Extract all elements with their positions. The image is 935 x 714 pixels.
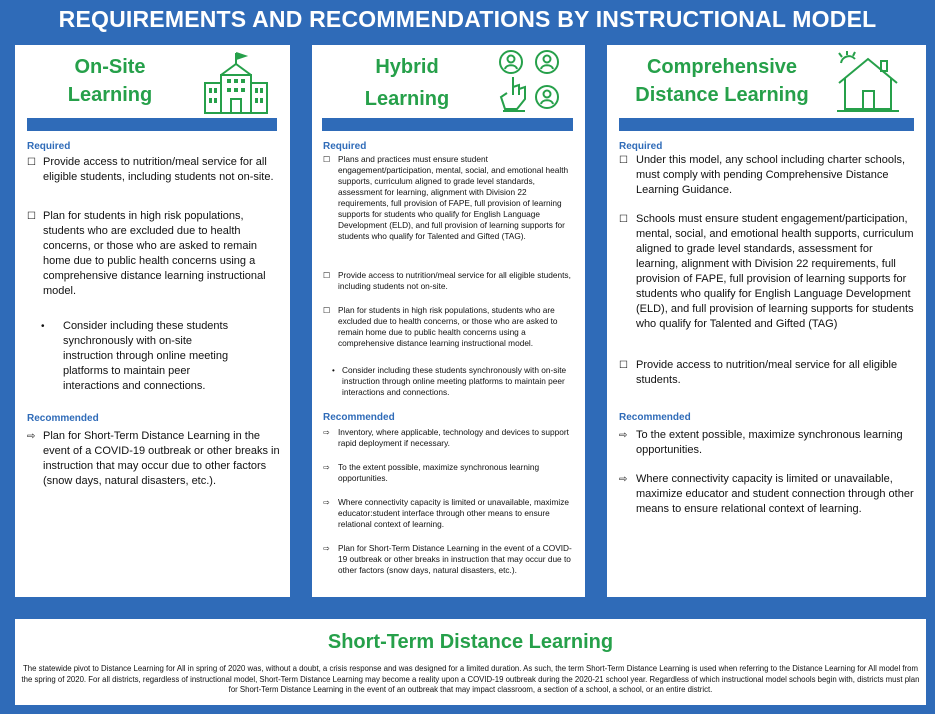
column-title-line1: On-Site (74, 56, 146, 78)
checkbox-icon: ☐ (619, 155, 628, 166)
recommended-item: ⇨ Inventory, where applicable, technology and devices to support rapid deployment if necessary. (323, 427, 569, 448)
checkbox-icon: ☐ (619, 214, 628, 225)
bullet-icon: • (332, 366, 335, 375)
checkbox-icon: ☐ (619, 360, 628, 371)
house-sun-icon (835, 51, 901, 113)
hybrid-hand-users-icon (497, 49, 563, 113)
required-label: Required (323, 141, 367, 152)
checkbox-icon: ☐ (323, 306, 331, 315)
column-header (15, 45, 290, 115)
arrow-right-icon: ⇨ (619, 474, 628, 485)
school-building-icon (201, 51, 271, 115)
recommended-item: ⇨ Where connectivity capacity is limited or unavailable, maximize educator:student interface through other means to ensure relational context of learning. (323, 497, 570, 529)
bullet-icon: • (41, 321, 45, 332)
required-item: ☐ Plans and practices must ensure student engagement/participation, mental, social, and emotional health supports, curriculum aligned to grade level standards, assessment for learning, alignment with Division 22 requirements, full provision of FAPE, full provision of learning supports for students who qualify for English Language Development (ELD), and full provision of learning supports for students who qualify for Talented and Gifted (TAG). (323, 154, 569, 241)
required-item: ☐ Provide access to nutrition/meal service for all eligible students, including students not on-site. (27, 156, 274, 183)
recommended-label: Recommended (619, 412, 691, 423)
column-title (617, 53, 827, 109)
column-comprehensive-distance (607, 45, 926, 597)
required-label: Required (619, 141, 663, 152)
required-item: ☐ Plan for students in high risk populations, students who are excluded due to health concerns, or those who are asked to remain home due to public health concerns using a comprehensive distance learning instructional model. (27, 210, 266, 297)
required-sub-item: • Consider including these students synchronously with on-site instruction through online meeting platforms to maintain peer interactions and connections. (332, 365, 567, 397)
recommended-item: ⇨ To the extent possible, maximize synchronous learning opportunities. (323, 462, 540, 483)
arrow-right-icon: ⇨ (323, 544, 330, 553)
column-title (352, 51, 462, 115)
column-header (312, 45, 585, 115)
checkbox-icon: ☐ (27, 211, 36, 222)
short-term-panel (15, 619, 926, 705)
header-divider-bar (27, 118, 277, 131)
header-divider-bar (619, 118, 914, 131)
column-title-line2: Learning (67, 84, 153, 106)
column-on-site (15, 45, 290, 597)
column-title (45, 53, 175, 109)
required-item: ☐ Provide access to nutrition/meal service for all eligible students. (619, 359, 898, 386)
recommended-label: Recommended (27, 413, 99, 424)
arrow-right-icon: ⇨ (619, 430, 628, 441)
arrow-right-icon: ⇨ (323, 498, 330, 507)
header-divider-bar (322, 118, 573, 131)
required-item: ☐ Under this model, any school including charter schools, must comply with pending Comprehensive Distance Learning Guidance. (619, 154, 906, 196)
required-item: ☐ Schools must ensure student engagement/participation, mental, social, and emotional health supports, curriculum aligned to grade level standards, assessment for learning, alignment with Division 22 requirements, full provision of FAPE, full provision of learning supports for students who qualify for English Language Development (ELD), and full provision of learning supports for students who qualify for Talented and Gifted (TAG) (619, 213, 914, 330)
short-term-body: The statewide pivot to Distance Learning for All in spring of 2020 was, without a doubt, a crisis response and was designed for a limited duration. As such, the term Short-Term Distance Learning is used when referring to the Distance Learning for All model from the spring of 2020. For all districts, regardless of instructional model, Short-Term Distance Learning may become a reality upon a COVID-19 outbreak during the 2020-21 school year. Regardless of which instructional model schools begin with, districts must plan for Short-Term Distance Learning in the event of an outbreak that may impact classroom, a section of a school, a school, or an entire district. (21, 664, 920, 694)
page-title: REQUIREMENTS AND RECOMMENDATIONS BY INSTRUCTIONAL MODEL (58, 6, 877, 32)
column-title-line2: Learning (364, 88, 450, 110)
recommended-label: Recommended (323, 412, 395, 423)
required-item: ☐ Plan for students in high risk populations, students who are excluded due to health concerns, or those who are asked to remain home due to public health concerns using a comprehensive distance learning instructional model. (323, 305, 558, 348)
required-label: Required (27, 141, 71, 152)
column-title-line2: Distance Learning (635, 84, 809, 106)
checkbox-icon: ☐ (323, 155, 331, 164)
column-hybrid (312, 45, 585, 597)
recommended-item: ⇨ To the extent possible, maximize synchronous learning opportunities. (619, 429, 903, 456)
arrow-right-icon: ⇨ (323, 428, 330, 437)
column-title-line1: Hybrid (375, 56, 439, 78)
recommended-item: ⇨ Plan for Short-Term Distance Learning in the event of a COVID-19 outbreak or other breaks in instruction that may occur due to other factors (snow days, natural disasters, etc.). (323, 543, 572, 575)
recommended-item: ⇨ Where connectivity capacity is limited or unavailable, maximize educator and student connection through other means to ensure relational context of learning. (619, 473, 914, 515)
short-term-title: Short-Term Distance Learning (327, 631, 614, 653)
recommended-item: ⇨ Plan for Short-Term Distance Learning in the event of a COVID-19 outbreak or other breaks in instruction that may occur due to other factors (snow days, natural disasters, etc.). (27, 430, 280, 487)
required-item: ☐ Provide access to nutrition/meal service for all eligible students, including students not on-site. (323, 270, 571, 291)
checkbox-icon: ☐ (323, 271, 331, 280)
column-title-line1: Comprehensive (646, 56, 798, 78)
required-sub-item: • Consider including these students synchronously with on-site instruction through online meeting platforms to maintain peer interactions and connections. (41, 320, 229, 392)
column-header (607, 45, 926, 115)
arrow-right-icon: ⇨ (27, 431, 36, 442)
arrow-right-icon: ⇨ (323, 463, 330, 472)
checkbox-icon: ☐ (27, 157, 36, 168)
